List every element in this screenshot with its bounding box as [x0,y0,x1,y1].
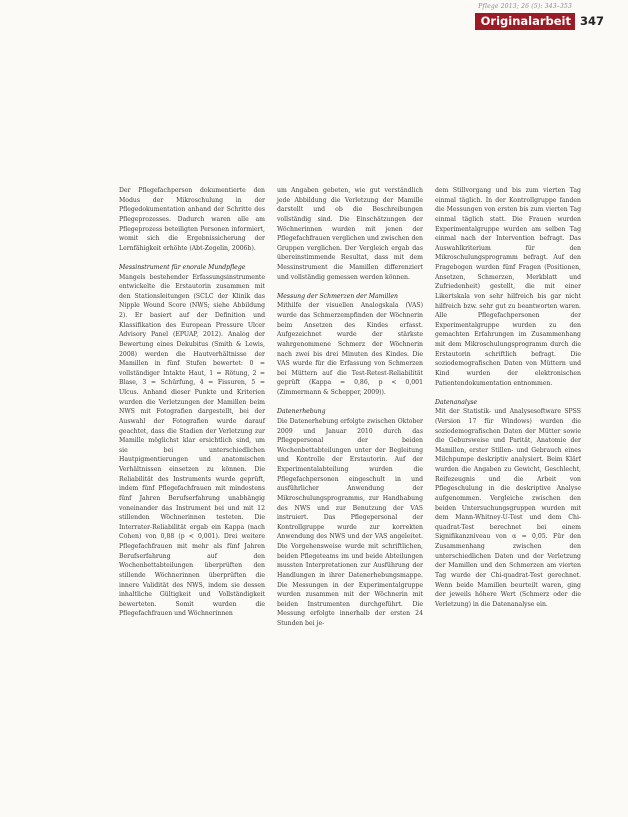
text-column-1 [119,186,265,817]
section-heading: Datenerhebung [277,408,326,416]
article-body [119,186,581,817]
running-head: Pflege 2013; 26 (5): 343–353 [478,3,572,10]
section-heading: Messung der Schmerzen der Mamillen [277,292,398,300]
body-paragraph: Mit der Statistik- und Analysesoftware SPSS (Version 17 für Windows) wurden die soziodemografischen Daten der Mütter sowie die Gebursweise und Parität, Anatomie der Mamillen, erster Stillen- und Gebrauch eines Milchpumpe deskriptiv analysiert. Beim Klärf wurden die Angaben zu Gewicht, Geschlecht, Reifezeugnis und die Arbeit von Pflegeschulung in die deskriptive Analyse aufgenommen. Vergleiche zwischen den beiden Untersuchungsgruppen wurden mit dem Mann-Whitney-U-Test und dem Chi-quadrat-Test berechnet bei einem Signifikanzniveau von α = 0,05. Für den Zusammenhang zwischen den unterschiedlichen Daten und der Verletzung der Mamillen und den Schmerzen am vierten Tag wurde der Chi-quadrat-Test gerechnet. Wenn beide Mamillen beurteilt waren, ging der jeweils höhere Wert (Schmerz oder die Verletzung) in die Datenanalyse ein. [435,408,581,608]
text-column-2 [277,186,423,817]
section-label: Originalarbeit [475,13,575,30]
body-paragraph: Mithilfe der visuellen Analogskala (VAS) wurde das Schmerzempfinden der Wöchnerin beim Ansetzen des Kindes erfasst. Aufgezeichnet wurde der stärkste wahrgenommene Schmerz der Wöchnerin nach zwei bis drei Minuten des Kindes. Die VAS wurde für die Erfassung von Schmerzen bei Müttern auf die Test-Retest-Reliabilität geprüft (Kappa = 0,86, p < 0,001 (Zimmermann & Schepper, 2009)). [277,302,423,397]
section-heading: Messinstrument für enorale Mundpflege [119,263,246,271]
body-paragraph: Mangels bestehender Erfassungsinstrumente entwickelte die Erstautorin zusammen mit den Stationsleitungen (SCLC der Klinik das Nipple Wound Score (NWS; siehe Abbildung 2). Er basiert auf der Definition und Klassifikation des European Pressure Ulcer Advisory Panel (EPUAP, 2012). Analog der Bewertung eines Dekubitus (Smith & Lewis, 2008) werden die Hautverhältnisse der Mamillen in fünf Stufen bewertet: 0 = vollständiger Intakte Haut, 1 = Rötung, 2 = Blase, 3 = Schürfung, 4 = Fissuren, 5 = Ulcus. Anhand dieser Punkte und Kriterien wurden die Verletzungen der Mamillen beim NWS mit Fotografien dargestellt, bei der Auswahl der Fotografien wurde darauf geachtet, dass die Stadien der Verletzung zur Mamille möglichst klar ersichtlich sind, um sie bei unterschiedlichen Hautpigmentierungen und anatomischen Verhältnissen einsetzen zu können. Die Reliabilität des Instruments wurde geprüft, indem fünf Pflegefachfrauen mit mindestens fünf Jahren Berufserfahrung unabhängig voneinander das Instrument bei und mit 12 stillenden Wöchnerinnen testeten. Die Interrater-Reliabilität ergab ein Kappa (nach Cohen) von 0,88 (p < 0,001). Drei weitere Pflegefachfrauen mit mehr als fünf Jahren Berufserfahrung auf den Wochenbettabteilungen überprüften den stillende Wöchnerinnen überprüften die innere Validität des NWS, indem sie dessen inhaltliche Gültigkeit und Vollständigkeit bewerteten. Somit wurden die Pflegefachfrauen und Wöchnerinnen [119,273,265,618]
body-paragraph: Die Datenerhebung erfolgte zwischen Oktober 2009 und Januar 2010 durch das Pflegepersonal der beiden Wochenbettabteilungen unter der Begleitung und Kontrolle der Erstautorin. Auf der Experimentalabteilung wurden die Pflegefachpersonen eingeschult in und ausführlicher Anwendung der Mikroschulungsprogramms, zur Handhabung des NWS und zur Benutzung der VAS instruiert. Das Pflegepersonal der Kontrollgruppe wurde zur korrekten Anwendung des NWS und der VAS angeleitet. Die Vorgehensweise wurde mit schriftlichen, beiden Pflegeteams im und beide Abteilungen mussten Interpretationen zur Ausführung der Handlungen in ihrer Datenerhebungsmappe. Die Messungen in der Experimentalgruppe wurden zusammen mit der Wöchnerin mit beiden Instrumenten durchgeführt. Die Messung erfolgte innerhalb der ersten 24 Stunden bei je- [277,417,423,628]
page-number: 347 [580,14,605,28]
body-paragraph: Der Pflegefachperson dokumentierte den Modus der Mikroschulung in der Pflegedokumentation anhand der Schritte des Pflegeprozesses. Dadurch waren alle am Pflegeprozess beteiligten Personen informiert, womit sich die Ergebnissicherung der Lernfähigkeit erhöhte (Abt-Zegelin, 2006b). [119,187,265,252]
text-column-3 [435,186,581,817]
body-paragraph: dem Stillvorgang und bis zum vierten Tag einmal täglich. In der Kontrollgruppe fanden die Messungen von ersten bis zum vierten Tag einmal täglich statt. Die Frauen wurden Experimentalgruppe wurden am selben Tag einmal nach der Intervention befragt. Das Auswahlkriterium für den Mikroschulungsprogramm befragt. Auf den Fragebogen wurden fünf Fragen (Positionen, Ansetzen, Schmerzen, Merkblatt und Zufriedenheit) gestellt, die mit einer Likertskala von sehr hilfreich bis gar nicht hilfreich bzw. sehr gut zu beantworten waren. Alle Pflegefachpersonen der Experimentalgruppe wurden zu den gemachten Erfahrungen im Zusammenhang mit dem Mikroschulungsprogramm durch die Erstautorin schriftlich befragt. Die soziodemografischen Daten von Müttern und Kind wurden der elektronischen Patientendokumentation entnommen. [435,187,581,387]
body-paragraph: um Angaben gebeten, wie gut verständlich jede Abbildung die Verletzung der Mamille darstellt und ob die Beschreibungen vollständig sind. Die Einschätzungen der Wöchnerinnen wurden mit jenen der Pflegefachfrauen verglichen und zwischen den Gruppen verglichen. Der Vergleich ergab das übereinstimmende Resultat, dass mit dem Messinstrument die Mamillen differenziert und vollständig gemessen werden können. [277,187,423,281]
section-heading: Datenanalyse [435,398,478,406]
